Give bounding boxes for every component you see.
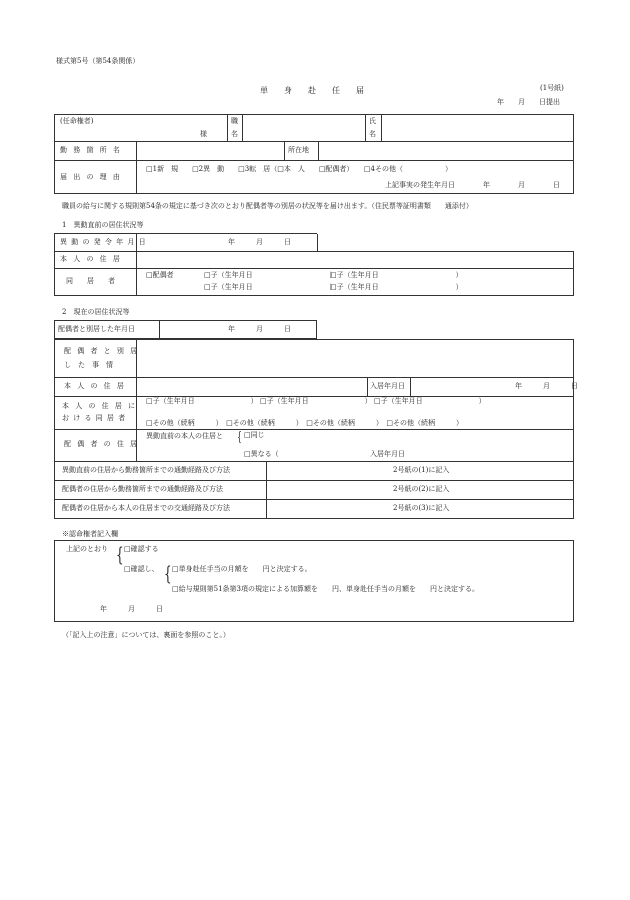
child-b1-checkbox[interactable]: □子（生年月日 ） [330, 271, 463, 279]
current-child3-checkbox[interactable]: □子（生年月日 ） [374, 397, 486, 405]
same-checkbox[interactable]: □同じ [244, 431, 265, 439]
cohabitant-label: 同 居 者 [66, 277, 115, 285]
position-label-bottom: 名 [231, 130, 238, 138]
move-in-date-value[interactable]: 年 月 日 [515, 382, 578, 390]
reason-options[interactable]: □1新 規 □2異 動 □3転 居（□本 人 □配偶者） □4その他（ ） [146, 165, 452, 173]
outer-brace-icon: { [116, 542, 124, 566]
current-cohab-label-2: お け る 同 居 者 [62, 414, 127, 422]
name-field[interactable] [384, 116, 572, 138]
form-title: 単 身 赴 任 届 [260, 86, 364, 95]
spouse-move-in-label: 入居年月日 [370, 450, 405, 458]
certifier-date[interactable]: 年 月 日 [100, 605, 163, 613]
prev-residence-label: 本 人 の 住 居 [60, 255, 122, 263]
submission-date: 年 月 日提出 [497, 98, 560, 106]
footnote: （「記入上の注意」については、裏面を参照のこと。） [62, 631, 230, 639]
transfer-date-value[interactable]: 年 月 日 [228, 238, 291, 246]
reason-label: 届 出 の 理 由 [60, 173, 122, 181]
commute-row-3-value: 2号紙の(3)に記入 [393, 504, 450, 512]
child-a1-checkbox[interactable]: □子（生年月日 ） [204, 271, 337, 279]
position-field[interactable] [245, 116, 363, 138]
certifier-heading: ※認命権者記入欄 [62, 530, 118, 538]
child-b2-checkbox[interactable]: □子（生年月日 ） [330, 283, 463, 291]
location-field[interactable] [321, 143, 571, 158]
office-name-label: 勤 務 箇 所 名 [60, 146, 122, 154]
spouse-residence-label: 配 偶 者 の 住 居 [64, 440, 140, 448]
separation-date-label: 配偶者と別居した年月日 [58, 325, 135, 333]
separation-date-value[interactable]: 年 月 日 [228, 325, 291, 333]
current-residence-field[interactable] [139, 379, 365, 394]
confirmed-checkbox[interactable]: □確認し、 [124, 565, 159, 573]
inner-brace-icon: { [164, 561, 172, 585]
spouse-checkbox[interactable]: □配偶者 [146, 271, 174, 279]
confirm-checkbox[interactable]: □確認する [124, 545, 159, 553]
commute-row-3-label: 配偶者の住居から本人の住居までの交通経路及び方法 [62, 504, 230, 512]
intro-statement: 職員の給与に関する規則第54条の規定に基づき次のとおり配偶者等の別居の状況等を届け出ます。（住民票等証明書類 通添付） [62, 202, 473, 210]
different-checkbox[interactable]: □異なる（ [244, 450, 279, 458]
current-residence-label: 本 人 の 住 居 [64, 382, 126, 390]
separation-reason-label-2: し た 事 情 [64, 361, 113, 369]
form-number: 様式第5号（第54条関係） [56, 57, 140, 65]
commute-row-1-label: 異動直前の住居から勤務箇所までの通勤経路及び方法 [62, 466, 230, 474]
position-label-top: 職 [231, 117, 238, 125]
office-name-field[interactable] [139, 143, 282, 158]
location-label: 所在地 [288, 146, 309, 154]
child-a2-checkbox[interactable]: □子（生年月日 ） [204, 283, 337, 291]
prev-residence-field[interactable] [139, 253, 571, 266]
allowance-option-2[interactable]: □給与規則第51条第3項の規定による加算額を 円、単身赴任手当の月額を 円と決定する。 [172, 585, 479, 593]
section1-heading: 1 異動直前の居住状況等 [62, 221, 144, 229]
separation-reason-field[interactable] [139, 341, 571, 375]
appointer-label: (任命権者) [60, 117, 94, 125]
as-above-label: 上記のとおり [66, 545, 108, 553]
commute-row-2-label: 配偶者の住居から勤務箇所までの通勤経路及び方法 [62, 485, 223, 493]
prev-residence-compare-label: 異動直前の本人の住居と [146, 432, 223, 440]
current-cohab-label-1: 本 人 の 住 居 に [62, 402, 138, 410]
allowance-option-1[interactable]: □単身赴任手当の月額を 円と決定する。 [172, 565, 312, 573]
sheet-number: (1号紙) [540, 84, 564, 92]
name-label-top: 氏 [369, 117, 376, 125]
commute-row-1-value: 2号紙の(1)に記入 [393, 466, 450, 474]
current-child2-checkbox[interactable]: □子（生年月日 ） [260, 397, 372, 405]
current-child1-checkbox[interactable]: □子（生年月日 ） [146, 397, 258, 405]
section2-heading: 2 現在の居住状況等 [62, 308, 130, 316]
commute-row-2-value: 2号紙の(2)に記入 [393, 485, 450, 493]
current-other-checkboxes[interactable]: □その他（続柄 ） □その他（続柄 ） □その他（続柄 ） □その他（続柄 ） [146, 419, 463, 427]
name-label-bottom: 名 [369, 130, 376, 138]
transfer-date-label: 異 動 の 発 令 年 月 日 [60, 238, 147, 246]
separation-reason-label-1: 配 偶 者 と 別 居 [64, 347, 140, 355]
move-in-date-label: 入居年月日 [370, 382, 405, 390]
sama-suffix: 様 [200, 130, 207, 138]
brace-icon: { [237, 430, 242, 445]
occurrence-date: 上記事実の発生年月日 年 月 日 [385, 181, 560, 189]
